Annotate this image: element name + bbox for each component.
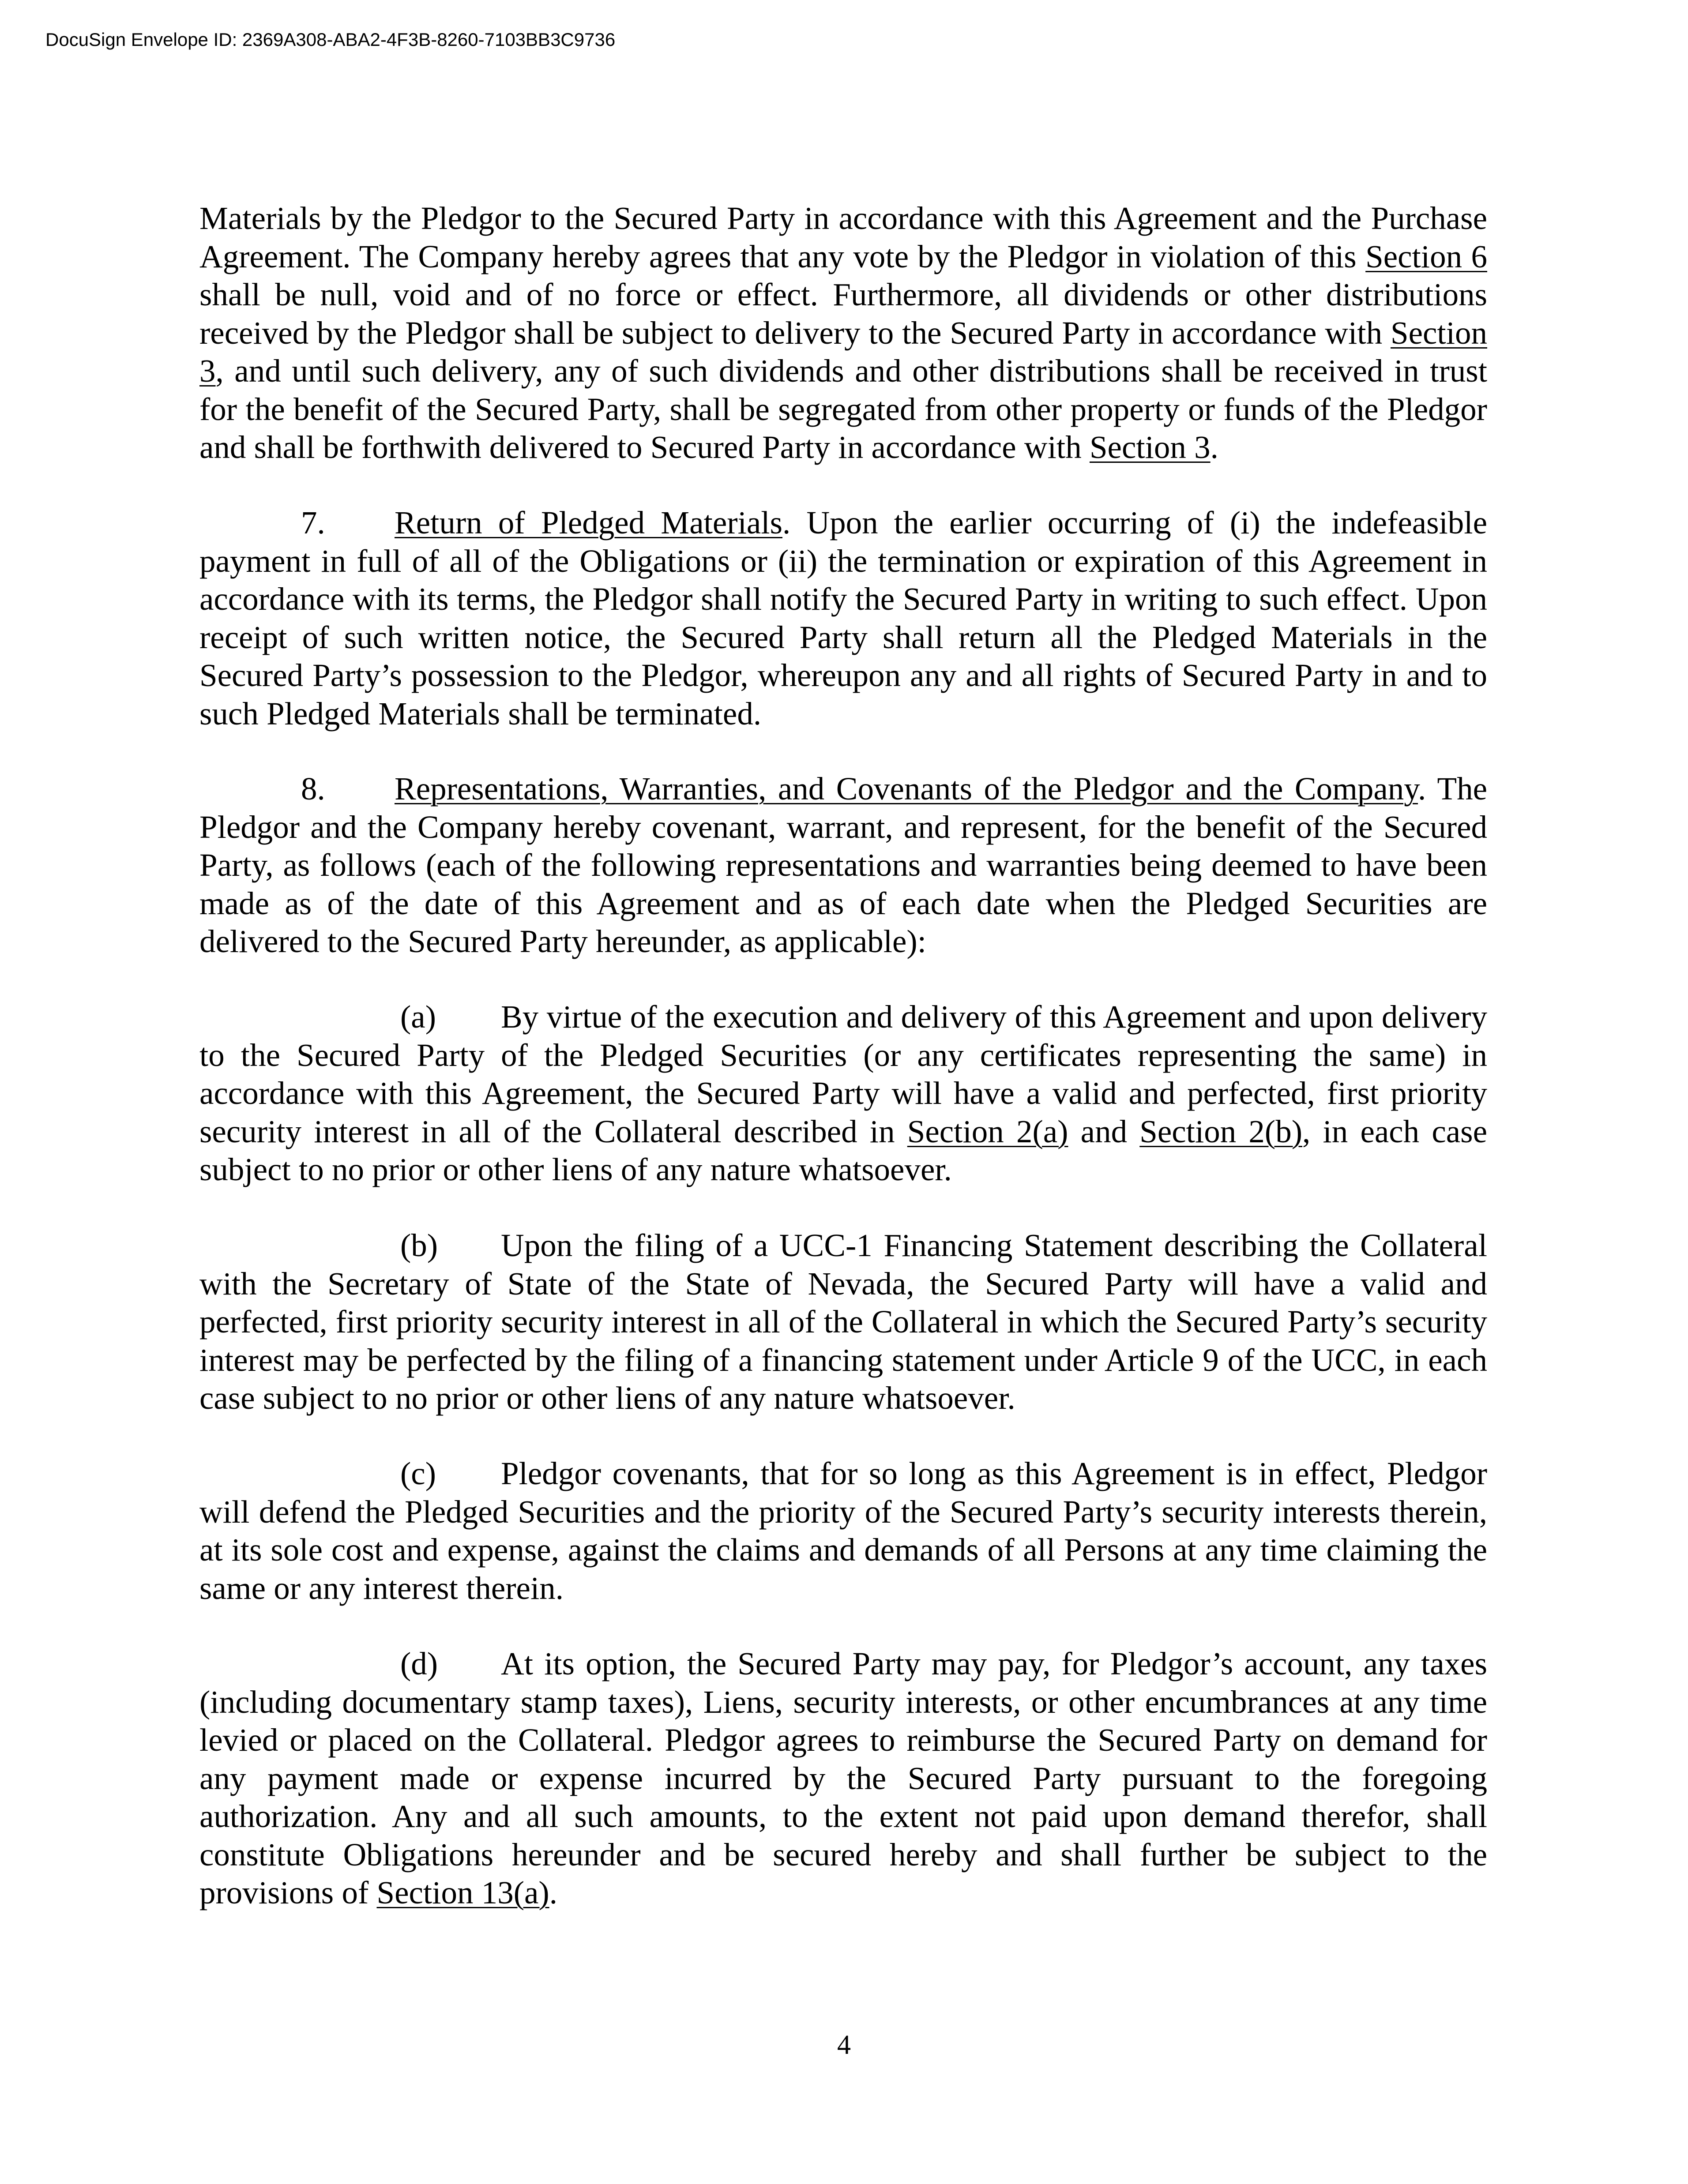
subsection-label: (b) [400, 1227, 438, 1263]
subsection-label: (d) [400, 1646, 438, 1681]
section-reference: Section 2(b) [1139, 1113, 1303, 1149]
subsection-b-paragraph [199, 1227, 1487, 1418]
section-8-paragraph [199, 770, 1487, 961]
section-text: . The Pledgor and the Company hereby covenant, warrant, and represent, for the benefit of the Secured Party, as follows (each of the following representations and warranties being deemed to have been made as of the date of this Agreement and as of each date when the Pledged Securities are delivered to the Secured Party hereunder, as applicable): [199, 771, 1487, 959]
docusign-envelope-id: DocuSign Envelope ID: 2369A308-ABA2-4F3B-8260-7103BB3C9736 [45, 29, 616, 50]
text-run: Upon the filing of a UCC-1 Financing Statement describing the Collateral with the Secretary of State of the State of Nevada, the Secured Party will have a valid and perfected, first priority security interest in all of the Collateral in which the Secured Party’s security interest may be perfected by the filing of a financing statement under Article 9 of the UCC, in each case subject to no prior or other liens of any nature whatsoever. [199, 1227, 1487, 1416]
text-run: At its option, the Secured Party may pay, for Pledgor’s account, any taxes (including documentary stamp taxes), Liens, security interests, or other encumbrances at any time levied or placed on the Collateral. Pledgor agrees to reimburse the Secured Party on demand for any payment made or expense incurred by the Secured Party pursuant to the foregoing authorization. Any and all such amounts, to the extent not paid upon demand therefor, shall constitute Obligations hereunder and be secured hereby and shall further be subject to the provisions of [199, 1646, 1487, 1910]
text-run: shall be null, void and of no force or effect. Furthermore, all dividends or other distributions received by the Pledgor shall be subject to delivery to the Secured Party in accordance with [199, 277, 1487, 351]
text-run: and [1068, 1113, 1140, 1149]
section-number: 7. [301, 505, 325, 540]
text-run: By virtue of the execution and delivery of this Agreement and upon delivery to the Secured Party of the Pledged Securities (or any certificates representing the same) in accordance with this Agreement, the Secured Party will have a valid and perfected, first priority security interest in all of the Collateral described in [199, 999, 1487, 1149]
subsection-c-paragraph [199, 1455, 1487, 1607]
section-reference: Section 3 [199, 315, 1487, 389]
subsection-label: (c) [400, 1456, 436, 1491]
subsection-label: (a) [400, 999, 436, 1035]
page-number: 4 [837, 2030, 851, 2060]
text-run: , and until such delivery, any of such dividends and other distributions shall be received in trust for the benefit of the Secured Party, shall be segregated from other property or funds of the Pledgor and shall be forthwith delivered to Secured Party in accordance with [199, 353, 1487, 465]
section-7-paragraph [199, 504, 1487, 733]
text-run: . [1210, 429, 1218, 465]
text-run: . [549, 1875, 557, 1910]
section-reference: Section 6 [1365, 238, 1487, 274]
section-heading: Representations, Warranties, and Covenants of the Pledgor and the Company [395, 771, 1418, 807]
section-number: 8. [301, 771, 325, 807]
section-heading: Return of Pledged Materials [395, 505, 782, 540]
text-run: Materials by the Pledgor to the Secured Party in accordance with this Agreement and the Purchase Agreement. The Company hereby agrees that any vote by the Pledgor in violation of this [199, 200, 1487, 274]
paragraph-continuation [199, 199, 1487, 467]
subsection-a-paragraph [199, 998, 1487, 1189]
section-reference: Section 2(a) [907, 1113, 1068, 1149]
text-run: Pledgor covenants, that for so long as this Agreement is in effect, Pledgor will defend the Pledged Securities and the priority of the Secured Party’s security interests therein, at its sole cost and expense, against the claims and demands of all Persons at any time claiming the same or any interest therein. [199, 1456, 1487, 1606]
subsection-d-paragraph [199, 1645, 1487, 1912]
section-reference: Section 3 [1089, 429, 1211, 465]
section-reference: Section 13(a) [376, 1875, 549, 1910]
section-text: . Upon the earlier occurring of (i) the indefeasible payment in full of all of the Obligations or (ii) the termination or expiration of this Agreement in accordance with its terms, the Pledgor shall notify the Secured Party in writing to such effect. Upon receipt of such written notice, the Secured Party shall return all the Pledged Materials in the Secured Party’s possession to the Pledgor, whereupon any and all rights of Secured Party in and to such Pledged Materials shall be terminated. [199, 505, 1487, 732]
text-run: , in each case subject to no prior or other liens of any nature whatsoever. [199, 1113, 1487, 1187]
